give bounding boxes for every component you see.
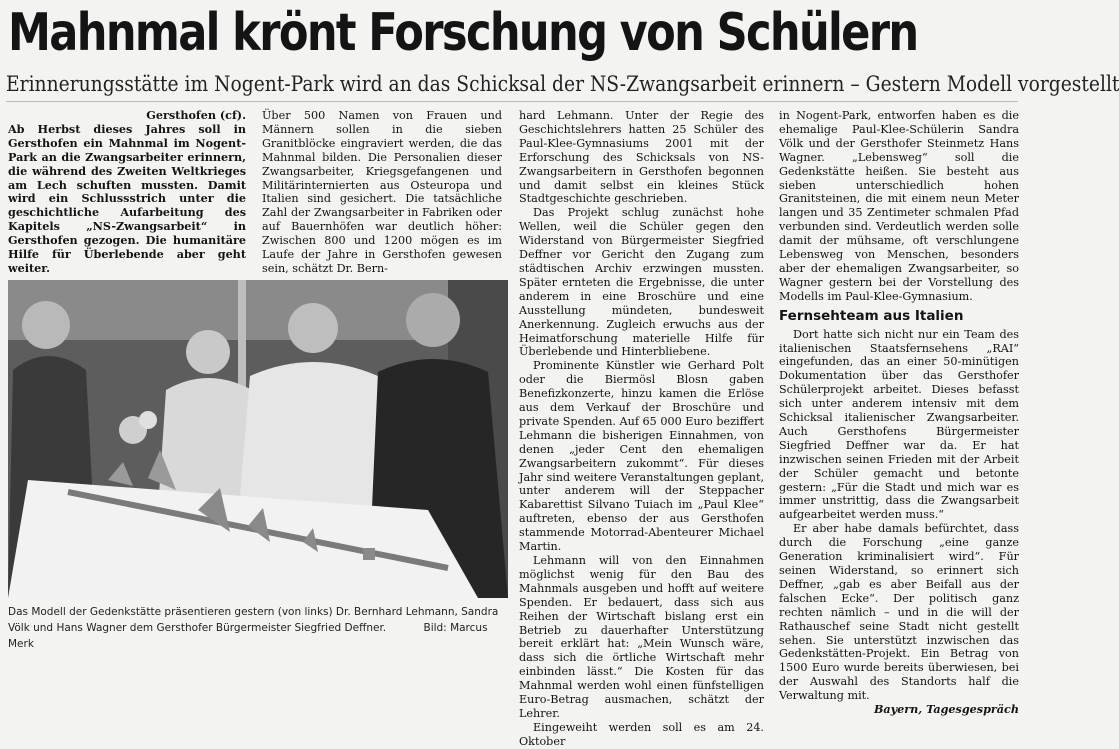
body-paragraph: Er aber habe damals befürchtet, dass durch die Forschung „eine ganze Generation kriminalisiert wird“. Für seinen Widerstand, so erinnert sich Deffner, „gab es aber Beifall aus der falschen Ecke“. Der politisch ganz rechten nämlich – und in die will der Rathauschef seine Stadt nicht gestellt sehen. Sie unterstützt inzwischen das Gedenkstätten-Projekt. Ein Betrag von 1500 Euro wurde bereits überwiesen, bei der Auswahl des Standorts half die Verwaltung mit. xyxy=(779,522,1019,703)
lead-paragraph: Ab Herbst dieses Jahres soll in Gersthofen ein Mahnmal im Nogent-Park an die Zwangsarbeiter erinnern, die während des Zweiten Weltkrieges am Lech schuften mussten. Damit wird ein Schlussstrich unter die geschichtliche Aufarbeitung des Kapitels „NS-Zwangsarbeit“ in Gersthofen gezogen. Die humanitäre Hilfe für Überlebende aber geht weiter. xyxy=(8,121,246,275)
article-photo xyxy=(8,280,508,598)
photo-credit: Bild: Marcus Merk xyxy=(8,622,488,650)
body-column-4 xyxy=(779,109,1019,717)
body-paragraph: Über 500 Namen von Frauen und Männern sollen in die sieben Granitblöcke eingraviert werden, die das Mahnmal bilden. Die Personalien dieser Zwangsarbeiter, Kriegsgefangenen und Militärinternierten aus Osteuropa und Italien sind gesichert. Die tatsächliche Zahl der Zwangsarbeiter in Fabriken oder auf Bauernhöfen war deutlich höher: Zwischen 800 und 1200 mögen es im Laufe der Jahre in Gersthofen gewesen sein, schätzt Dr. Bern- xyxy=(262,109,502,275)
section-subheading: Fernsehteam aus Italien xyxy=(779,307,964,324)
body-paragraph: Prominente Künstler wie Gerhard Polt oder die Biermösl Blosn gaben Benefizkonzerte, hinzu kamen die Erlöse aus dem Verkauf der Broschüre und private Spenden. Auf 65 000 Euro beziffert Lehmann die bisherigen Einnahmen, von denen „jeder Cent den ehemaligen Zwangsarbeitern zukommt“. Für dieses Jahr sind weitere Veranstaltungen geplant, unter anderem will der Steppacher Kabarettist Silvano Tuiach im „Paul Klee“ auftreten, ebenso der aus Gersthofen stammende Motorrad-Abenteurer Michael Martin. xyxy=(519,359,764,554)
lead-column xyxy=(8,108,246,275)
body-column-3 xyxy=(519,109,764,748)
body-paragraph: in Nogent-Park, entworfen haben es die ehemalige Paul-Klee-Schülerin Sandra Völk und der Gersthofer Steinmetz Hans Wagner. „Lebensweg“ soll die Gedenkstätte heißen. Sie besteht aus sieben unterschiedlich hohen Granitsteinen, die mit einem neun Meter langen und 35 Zentimeter schmalen Pfad verbunden sind. Verdeutlich werden solle damit der mühsame, oft verschlungene Lebensweg von Menschen, besonders aber der ehemaligen Zwangsarbeiter, so Wagner gestern bei der Vorstellung des Modells im Paul-Klee-Gymnasium. xyxy=(779,109,1019,303)
headline: Mahnmal krönt Forschung von Schülern xyxy=(8,3,918,63)
photo-illustration xyxy=(8,280,508,598)
caption-text: Das Modell der Gedenkstätte präsentieren gestern (von links) Dr. Bernhard Lehmann, Sandra Völk und Hans Wagner dem Gersthofer Bürgermeister Siegfried Deffner. xyxy=(8,606,499,634)
body-paragraph: hard Lehmann. Unter der Regie des Geschichtslehrers hatten 25 Schüler des Paul-Klee-Gymnasiums 2001 mit der Erforschung des Schicksals von NS-Zwangsarbeitern in Gersthofen begonnen und damit selbst ein kleines Stück Stadtgeschichte geschrieben. xyxy=(519,109,764,206)
subheadline: Erinnerungsstätte im Nogent-Park wird an das Schicksal der NS-Zwangsarbeit erinnern – Gestern Modell vorgestellt xyxy=(6,72,1119,96)
body-paragraph: Lehmann will von den Einnahmen möglichst wenig für den Bau des Mahnmals ausgeben und hofft auf weitere Spenden. Er bedauert, dass sich aus Reihen der Wirtschaft bislang erst ein Betrieb zu dauerhafter Unterstützung bereit erklärt hat: „Mein Wunsch wäre, dass sich die örtliche Wirtschaft mehr einbinden lässt.“ Die Kosten für das Mahnmal werden wohl einen fünfstelligen Euro-Betrag ausmachen, schätzt der Lehrer. xyxy=(519,554,764,720)
body-paragraph: Dort hatte sich nicht nur ein Team des italienischen Staatsfernsehens „RAI“ eingefunden, das an einer 50-minütigen Dokumentation über das Gersthofer Schülerprojekt arbeitet. Dieses befasst sich unter anderem intensiv mit dem Schicksal italienischer Zwangsarbeiter. Auch Gersthofens Bürgermeister Siegfried Deffner war da. Er hat inzwischen seinen Frieden mit der Arbeit der Schüler gemacht und betonte gestern: „Für die Stadt und mich war es immer unstrittig, dass die Zwangsarbeit aufgearbeitet werden muss.“ xyxy=(779,327,1019,522)
body-column-2 xyxy=(262,109,502,275)
dateline: Gersthofen (cf). xyxy=(146,108,246,122)
body-paragraph: Das Projekt schlug zunächst hohe Wellen, weil die Schüler gegen den Widerstand von Bürgermeister Siegfried Deffner vor Gericht den Zugang zum städtischen Archiv erzwingen mussten. Später ernteten die Ergebnisse, die unter anderem in eine Broschüre und eine Ausstellung mündeten, bundesweit Anerkennung. Zugleich erwuchs aus der Heimatforschung materielle Hilfe für Überlebende und Hinterbliebene. xyxy=(519,206,764,359)
source-credit: Bayern, Tagesgespräch xyxy=(873,702,1019,717)
body-paragraph: Eingeweiht werden soll es am 24. Oktober xyxy=(519,720,764,748)
divider xyxy=(6,101,1018,102)
photo-caption xyxy=(8,604,508,650)
